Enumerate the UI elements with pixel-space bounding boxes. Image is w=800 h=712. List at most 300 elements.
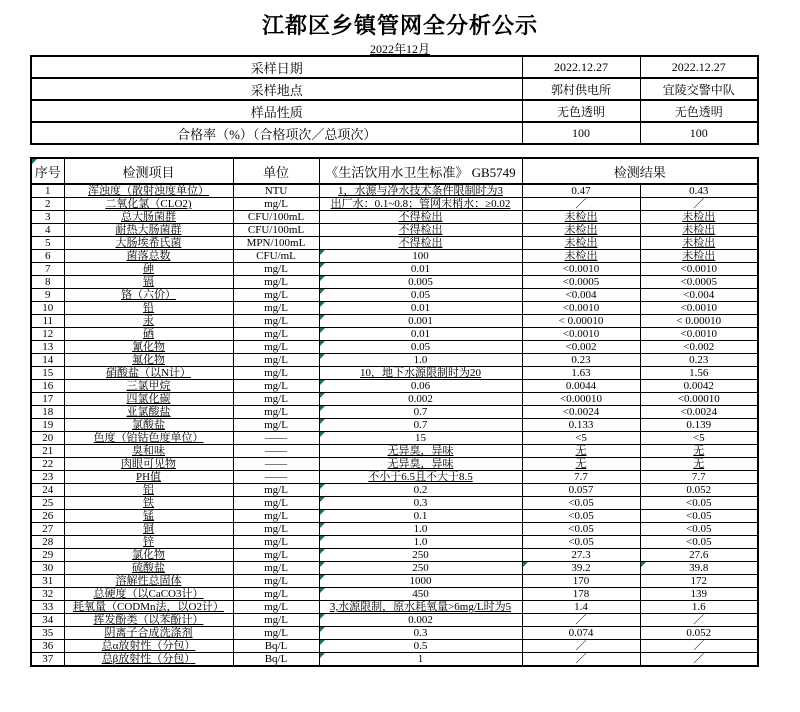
unit-cell: CFU/100mL (233, 224, 319, 237)
table-row (31, 601, 758, 614)
unit-cell: mg/L (233, 419, 319, 432)
sampling-date-value: 2022.12.27 (522, 56, 640, 78)
stored-as-text-marker-icon (523, 562, 528, 567)
result2-cell: <0.0010 (640, 302, 758, 315)
unit-cell: —— (233, 471, 319, 484)
unit-cell: MPN/100mL (233, 237, 319, 250)
standard-cell: 不得检出 (319, 237, 522, 250)
standard-cell: 0.01 (319, 302, 522, 315)
result2-cell: 1.56 (640, 367, 758, 380)
report-month: 2022年12月 (369, 42, 430, 56)
table-row (31, 419, 758, 432)
result2-cell: 1.6 (640, 601, 758, 614)
table-row (31, 523, 758, 536)
unit-cell: mg/L (233, 406, 319, 419)
result2-cell: 27.6 (640, 549, 758, 562)
seq-cell: 9 (31, 289, 64, 302)
unit-cell: mg/L (233, 510, 319, 523)
unit-cell: NTU (233, 184, 319, 198)
seq-cell: 32 (31, 588, 64, 601)
table-row (31, 367, 758, 380)
seq-cell: 24 (31, 484, 64, 497)
unit-cell: mg/L (233, 627, 319, 640)
table-row (31, 78, 758, 100)
unit-cell: mg/L (233, 588, 319, 601)
result1-cell: <0.05 (522, 523, 640, 536)
result1-cell: 未检出 (522, 237, 640, 250)
result2-cell: 0.139 (640, 419, 758, 432)
item-cell: 总α放射性（分包） (64, 640, 233, 653)
sample-nature-label: 样品性质 (31, 100, 522, 122)
item-cell: 阴离子合成洗涤剂 (64, 627, 233, 640)
result1-cell: 27.3 (522, 549, 640, 562)
seq-cell: 14 (31, 354, 64, 367)
standard-cell: 1000 (319, 575, 522, 588)
stored-as-text-marker-icon (320, 315, 325, 320)
seq-cell: 23 (31, 471, 64, 484)
result1-cell: 39.2 (522, 562, 640, 575)
result1-cell: 无 (522, 458, 640, 471)
stored-as-text-marker-icon (320, 510, 325, 515)
results-body (31, 184, 758, 666)
sampling-info-table (30, 55, 759, 145)
stored-as-text-marker-icon (32, 159, 37, 164)
seq-cell: 28 (31, 536, 64, 549)
stored-as-text-marker-icon (320, 627, 325, 632)
seq-cell: 12 (31, 328, 64, 341)
result1-cell: ／ (522, 653, 640, 667)
item-cell: 锰 (64, 510, 233, 523)
seq-cell: 6 (31, 250, 64, 263)
result2-cell: 无 (640, 458, 758, 471)
table-row (31, 562, 758, 575)
stored-as-text-marker-icon (320, 523, 325, 528)
result2-cell: 0.43 (640, 184, 758, 198)
table-row (31, 211, 758, 224)
standard-cell: 250 (319, 562, 522, 575)
stored-as-text-marker-icon (320, 562, 325, 567)
result1-cell: <0.0024 (522, 406, 640, 419)
sampling-site-label: 采样地点 (31, 78, 522, 100)
table-row (31, 471, 758, 484)
table-row (31, 536, 758, 549)
result2-cell: <0.0005 (640, 276, 758, 289)
table-row (31, 302, 758, 315)
seq-cell: 7 (31, 263, 64, 276)
seq-cell: 36 (31, 640, 64, 653)
stored-as-text-marker-icon (320, 250, 325, 255)
unit-cell: mg/L (233, 614, 319, 627)
standard-cell: 0.002 (319, 614, 522, 627)
standard-cell: 450 (319, 588, 522, 601)
seq-cell: 16 (31, 380, 64, 393)
table-row (31, 588, 758, 601)
unit-cell: mg/L (233, 276, 319, 289)
result1-cell: 0.133 (522, 419, 640, 432)
table-row (31, 380, 758, 393)
seq-cell: 17 (31, 393, 64, 406)
stored-as-text-marker-icon (320, 341, 325, 346)
seq-cell: 15 (31, 367, 64, 380)
item-cell: 铬（六价） (64, 289, 233, 302)
seq-cell: 18 (31, 406, 64, 419)
item-cell: 铜 (64, 523, 233, 536)
item-cell: 耗氧量（CODMn法，以O2计） (64, 601, 233, 614)
pass-rate-value: 100 (522, 122, 640, 144)
result2-cell: 139 (640, 588, 758, 601)
standard-cell: 0.002 (319, 393, 522, 406)
stored-as-text-marker-icon (320, 419, 325, 424)
unit-cell: mg/L (233, 263, 319, 276)
seq-cell: 11 (31, 315, 64, 328)
item-cell: 溶解性总固体 (64, 575, 233, 588)
standard-cell: 不得检出 (319, 211, 522, 224)
result2-cell: ／ (640, 198, 758, 211)
result2-cell: 0.052 (640, 627, 758, 640)
standard-cell: 100 (319, 250, 522, 263)
standard-cell: 0.05 (319, 289, 522, 302)
table-row (31, 497, 758, 510)
standard-cell: 0.7 (319, 406, 522, 419)
stored-as-text-marker-icon (641, 562, 646, 567)
sampling-site-value: 宜陵交警中队 (640, 78, 758, 100)
sample-nature-value: 无色透明 (640, 100, 758, 122)
standard-cell: 0.01 (319, 263, 522, 276)
item-cell: 臭和味 (64, 445, 233, 458)
standard-cell: 0.5 (319, 640, 522, 653)
result2-cell: 无 (640, 445, 758, 458)
result1-cell: <0.0010 (522, 302, 640, 315)
standard-cell: 3,水源限制，原水耗氧量>6mg/L时为5 (319, 601, 522, 614)
standard-cell: 1，水源与净水技术条件限制时为3 (319, 184, 522, 198)
stored-as-text-marker-icon (320, 549, 325, 554)
stored-as-text-marker-icon (320, 640, 325, 645)
seq-cell: 3 (31, 211, 64, 224)
unit-cell: CFU/100mL (233, 211, 319, 224)
standard-cell: 0.2 (319, 484, 522, 497)
result2-cell: < 0.00010 (640, 315, 758, 328)
result1-cell: 170 (522, 575, 640, 588)
unit-cell: —— (233, 445, 319, 458)
item-header: 检测项目 (64, 158, 233, 184)
table-row (31, 354, 758, 367)
result1-cell: < 0.00010 (522, 315, 640, 328)
standard-cell: 0.3 (319, 627, 522, 640)
stored-as-text-marker-icon (320, 289, 325, 294)
seq-cell: 21 (31, 445, 64, 458)
seq-cell: 34 (31, 614, 64, 627)
table-row (31, 549, 758, 562)
result2-cell: <0.05 (640, 536, 758, 549)
result1-cell: 7.7 (522, 471, 640, 484)
item-cell: PH值 (64, 471, 233, 484)
result2-cell: <0.00010 (640, 393, 758, 406)
stored-as-text-marker-icon (320, 497, 325, 502)
result2-cell: ／ (640, 614, 758, 627)
unit-header: 单位 (233, 158, 319, 184)
item-cell: 氟化物 (64, 354, 233, 367)
table-row (31, 627, 758, 640)
result1-cell: <0.0010 (522, 328, 640, 341)
seq-cell: 2 (31, 198, 64, 211)
item-cell: 氯化物 (64, 549, 233, 562)
item-cell: 硒 (64, 328, 233, 341)
standard-cell: 0.01 (319, 328, 522, 341)
result2-cell: <0.05 (640, 497, 758, 510)
item-cell: 铁 (64, 497, 233, 510)
result2-cell: <0.002 (640, 341, 758, 354)
result1-cell: <0.002 (522, 341, 640, 354)
result1-cell: 未检出 (522, 211, 640, 224)
result2-cell: 0.0042 (640, 380, 758, 393)
result2-cell: 0.052 (640, 484, 758, 497)
table-row (31, 484, 758, 497)
header-row (31, 158, 758, 184)
result2-cell: <0.0010 (640, 263, 758, 276)
table-row (31, 653, 758, 667)
item-cell: 镉 (64, 276, 233, 289)
result2-cell: <0.0024 (640, 406, 758, 419)
result1-cell: 0.47 (522, 184, 640, 198)
result2-cell: 未检出 (640, 224, 758, 237)
stored-as-text-marker-icon (320, 328, 325, 333)
result1-cell: <0.0010 (522, 263, 640, 276)
seq-cell: 4 (31, 224, 64, 237)
table-row (31, 315, 758, 328)
seq-cell: 35 (31, 627, 64, 640)
result1-cell: 无 (522, 445, 640, 458)
standard-cell: 0.005 (319, 276, 522, 289)
result-header: 检测结果 (522, 158, 758, 184)
result1-cell: <0.00010 (522, 393, 640, 406)
standard-cell: 0.06 (319, 380, 522, 393)
table-row (31, 184, 758, 198)
item-cell: 硫酸盐 (64, 562, 233, 575)
result1-cell: ／ (522, 198, 640, 211)
seq-cell: 33 (31, 601, 64, 614)
table-row (31, 445, 758, 458)
table-row (31, 122, 758, 144)
seq-cell: 27 (31, 523, 64, 536)
unit-cell: mg/L (233, 367, 319, 380)
standard-cell: 0.001 (319, 315, 522, 328)
seq-cell: 29 (31, 549, 64, 562)
sampling-date-value: 2022.12.27 (640, 56, 758, 78)
table-row (31, 575, 758, 588)
stored-as-text-marker-icon (320, 393, 325, 398)
standard-cell: 0.3 (319, 497, 522, 510)
seq-cell: 22 (31, 458, 64, 471)
item-cell: 四氯化碳 (64, 393, 233, 406)
item-cell: 氯酸盐 (64, 419, 233, 432)
stored-as-text-marker-icon (320, 276, 325, 281)
stored-as-text-marker-icon (320, 263, 325, 268)
standard-cell: 不小于6.5且不大于8.5 (319, 471, 522, 484)
analysis-results-table (30, 157, 759, 667)
unit-cell: mg/L (233, 289, 319, 302)
stored-as-text-marker-icon (320, 432, 325, 437)
standard-cell: 0.1 (319, 510, 522, 523)
unit-cell: mg/L (233, 562, 319, 575)
unit-cell: mg/L (233, 536, 319, 549)
table-row (31, 289, 758, 302)
seq-cell: 30 (31, 562, 64, 575)
result2-cell: 39.8 (640, 562, 758, 575)
result1-cell: 未检出 (522, 250, 640, 263)
unit-cell: mg/L (233, 198, 319, 211)
item-cell: 总硬度（以CaCO3计） (64, 588, 233, 601)
unit-cell: Bq/L (233, 640, 319, 653)
table-row (31, 510, 758, 523)
result1-cell: <0.05 (522, 510, 640, 523)
unit-cell: mg/L (233, 601, 319, 614)
seq-cell: 19 (31, 419, 64, 432)
standard-cell: 无异臭，异味 (319, 445, 522, 458)
standard-cell: 1 (319, 653, 522, 667)
unit-cell: mg/L (233, 549, 319, 562)
seq-cell: 25 (31, 497, 64, 510)
table-row (31, 406, 758, 419)
stored-as-text-marker-icon (320, 575, 325, 580)
result1-cell: 0.23 (522, 354, 640, 367)
seq-cell: 5 (31, 237, 64, 250)
result2-cell: <5 (640, 432, 758, 445)
unit-cell: mg/L (233, 302, 319, 315)
result1-cell: <0.004 (522, 289, 640, 302)
table-row (31, 237, 758, 250)
result1-cell: 0.057 (522, 484, 640, 497)
unit-cell: mg/L (233, 354, 319, 367)
table-row (31, 328, 758, 341)
seq-cell: 37 (31, 653, 64, 667)
result1-cell: <0.05 (522, 497, 640, 510)
table-row (31, 56, 758, 78)
item-cell: 砷 (64, 263, 233, 276)
item-cell: 汞 (64, 315, 233, 328)
item-cell: 挥发酚类（以苯酚计） (64, 614, 233, 627)
result1-cell: ／ (522, 614, 640, 627)
pass-rate-value: 100 (640, 122, 758, 144)
table-row (31, 250, 758, 263)
table-row (31, 614, 758, 627)
result2-cell: <0.0010 (640, 328, 758, 341)
result2-cell: <0.004 (640, 289, 758, 302)
result2-cell: 未检出 (640, 237, 758, 250)
result1-cell: ／ (522, 640, 640, 653)
item-cell: 氰化物 (64, 341, 233, 354)
sampling-date-label: 采样日期 (31, 56, 522, 78)
item-cell: 硝酸盐（以N计） (64, 367, 233, 380)
unit-cell: CFU/mL (233, 250, 319, 263)
item-cell: 三氯甲烷 (64, 380, 233, 393)
seq-cell: 31 (31, 575, 64, 588)
standard-cell: 不得检出 (319, 224, 522, 237)
sample-nature-value: 无色透明 (522, 100, 640, 122)
standard-cell: 10，地下水源限制时为20 (319, 367, 522, 380)
result1-cell: 未检出 (522, 224, 640, 237)
unit-cell: Bq/L (233, 653, 319, 667)
result2-cell: 0.23 (640, 354, 758, 367)
result2-cell: <0.05 (640, 510, 758, 523)
table-row (31, 276, 758, 289)
result1-cell: 1.63 (522, 367, 640, 380)
stored-as-text-marker-icon (320, 484, 325, 489)
result2-cell: 未检出 (640, 211, 758, 224)
sampling-site-value: 郭村供电所 (522, 78, 640, 100)
standard-cell: 1.0 (319, 354, 522, 367)
stored-as-text-marker-icon (320, 354, 325, 359)
result2-cell: <0.05 (640, 523, 758, 536)
item-cell: 菌落总数 (64, 250, 233, 263)
item-cell: 色度（铂钴色度单位） (64, 432, 233, 445)
table-row (31, 263, 758, 276)
item-cell: 铝 (64, 484, 233, 497)
item-cell: 二氧化氯（CLO2) (64, 198, 233, 211)
seq-cell: 8 (31, 276, 64, 289)
standard-cell: 无异臭，异味 (319, 458, 522, 471)
stored-as-text-marker-icon (320, 536, 325, 541)
unit-cell: mg/L (233, 484, 319, 497)
stored-as-text-marker-icon (320, 380, 325, 385)
result1-cell: 1.4 (522, 601, 640, 614)
table-row (31, 100, 758, 122)
stored-as-text-marker-icon (320, 588, 325, 593)
unit-cell: mg/L (233, 380, 319, 393)
standard-cell: 1.0 (319, 523, 522, 536)
seq-header: 序号 (31, 158, 64, 184)
page-title: 江都区乡镇管网全分析公示 (261, 13, 538, 38)
table-row (31, 432, 758, 445)
stored-as-text-marker-icon (320, 302, 325, 307)
table-row (31, 224, 758, 237)
result2-cell: 7.7 (640, 471, 758, 484)
seq-cell: 26 (31, 510, 64, 523)
seq-cell: 20 (31, 432, 64, 445)
result2-cell: 未检出 (640, 250, 758, 263)
standard-cell: 250 (319, 549, 522, 562)
item-cell: 浑浊度（散射浊度单位） (64, 184, 233, 198)
standard-cell: 0.05 (319, 341, 522, 354)
unit-cell: mg/L (233, 523, 319, 536)
standard-cell: 15 (319, 432, 522, 445)
unit-cell: mg/L (233, 575, 319, 588)
stored-as-text-marker-icon (320, 406, 325, 411)
standard-cell: 出厂水：0.1~0.8；管网末梢水：≥0.02 (319, 198, 522, 211)
result2-cell: ／ (640, 653, 758, 667)
result1-cell: <0.05 (522, 536, 640, 549)
seq-cell: 13 (31, 341, 64, 354)
table-row (31, 640, 758, 653)
seq-cell: 10 (31, 302, 64, 315)
unit-cell: —— (233, 458, 319, 471)
result1-cell: 0.074 (522, 627, 640, 640)
stored-as-text-marker-icon (320, 653, 325, 658)
standard-cell: 0.7 (319, 419, 522, 432)
result2-cell: ／ (640, 640, 758, 653)
result1-cell: <0.0005 (522, 276, 640, 289)
item-cell: 总大肠菌群 (64, 211, 233, 224)
item-cell: 肉眼可见物 (64, 458, 233, 471)
table-row (31, 393, 758, 406)
item-cell: 耐热大肠菌群 (64, 224, 233, 237)
unit-cell: —— (233, 432, 319, 445)
item-cell: 总β放射性（分包） (64, 653, 233, 667)
seq-cell: 1 (31, 184, 64, 198)
result1-cell: 178 (522, 588, 640, 601)
unit-cell: mg/L (233, 393, 319, 406)
item-cell: 锌 (64, 536, 233, 549)
item-cell: 亚氯酸盐 (64, 406, 233, 419)
